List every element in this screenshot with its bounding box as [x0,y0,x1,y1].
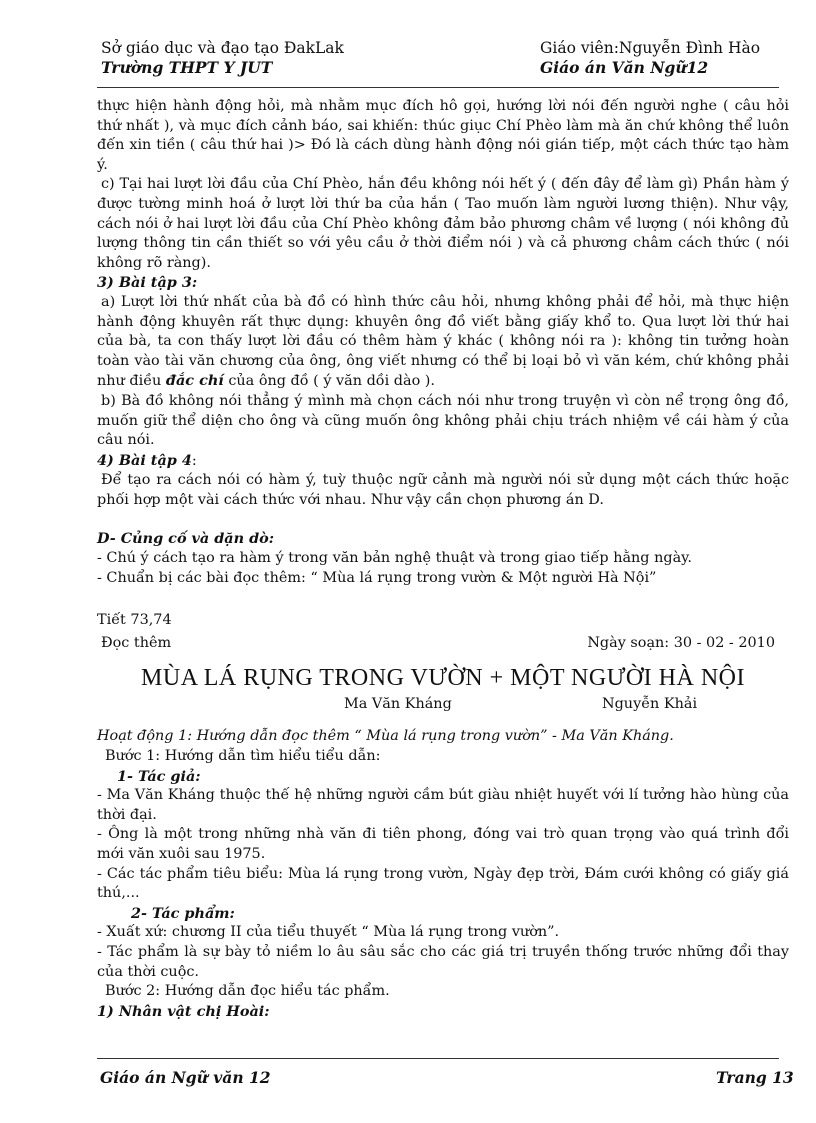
footer-divider [97,1058,779,1059]
exercise-heading-colon: : [191,452,197,469]
paragraph-text: a) Lượt lời thứ nhất của bà đồ có hình thức câu hỏi, nhưng không phải để hỏi, mà thực hiện hành động khuyên rất thực dụng: khuyên ông đồ viết bằng giấy khổ to. Qua lượt lời thứ hai của bà, ta con thấy lượt lời đầu có thêm hàm ý khác ( không nói ra ): không tin tưởng hoàn toàn vào tài văn chương của ông, ông viết nhưng có thể bị loại bỏ vì văn kém, chứ không phải như điều [97,293,789,390]
header-divider [97,87,779,88]
page-number: Trang 13 [716,1068,794,1087]
paragraph [97,293,789,392]
list-item: - Xuất xứ: chương II của tiểu thuyết “ Mùa lá rụng trong vườn”. [97,924,560,941]
exercise-heading: 3) Bài tập 3: [97,274,198,292]
paragraph: c) Tại hai lượt lời đầu của Chí Phèo, hắn đều không nói hết ý ( đến đây để làm gì) Phần hàm ý được tường minh hoá ở lượt lời thứ ba của hắn ( Tao muốn làm người lương thiện). Như vậy, cách nói ở hai lượt lời đầu của Chí Phèo không đảm bảo phương châm về lượng ( nói không đủ lượng thông tin cần thiết so với yêu cầu ở thời điểm nói ) và cả phương châm cách thức ( nói không rõ ràng). [97,176,789,271]
subsection-heading: 1) Nhân vật chị Hoài: [97,1002,270,1020]
step-heading: Bước 1: Hướng dẫn tìm hiểu tiểu dẫn: [105,748,381,765]
teacher-name: Giáo viên:Nguyễn Đình Hào [540,39,761,57]
lesson-title: MÙA LÁ RỤNG TRONG VƯỜN + MỘT NGƯỜI HÀ NỘI [141,665,745,692]
paragraph-text: của ông đồ ( ý văn dồi dào ). [228,373,435,390]
authors-row [97,695,789,717]
list-item: - Ma Văn Kháng thuộc thế hệ những người cầm bút giàu nhiệt huyết với lí tưởng hào hùng của thời đại. [97,787,789,823]
lesson-meta-row [97,634,789,654]
department-name: Sở giáo dục và đạo tạo ĐakLak [101,39,344,57]
paragraph: b) Bà đồ không nói thẳng ý mình mà chọn cách nói như trong truyện vì còn nể trọng ông đồ, muốn giữ thể diện cho ông và cũng muốn ông không phải chịu trách nhiệm về cái hàm ý của câu nói. [97,392,789,449]
spacer [97,510,789,529]
spacer [97,717,789,727]
step-heading: Bước 2: Hướng dẫn đọc hiểu tác phẩm. [105,983,390,1000]
prepared-date: Ngày soạn: 30 - 02 - 2010 [587,634,775,651]
school-name: Trường THPT Y JUT [101,58,273,77]
exercise-heading [97,451,789,472]
author-name: Nguyễn Khải [602,696,698,713]
header-right [540,38,760,78]
spacer [97,588,789,607]
subsection-heading: 2- Tác phẩm: [131,904,235,922]
section-heading: D- Củng cố và dặn dò: [97,530,275,548]
emphasis-text: đắc chí [165,372,224,390]
period-label: Tiết 73,74 [97,612,172,629]
subsection-heading: 1- Tác giả: [117,767,201,785]
exercise-heading-text: 4) Bài tập 4 [97,451,192,469]
footer-left: Giáo án Ngữ văn 12 [100,1068,271,1087]
list-item: - Chú ý cách tạo ra hàm ý trong văn bản nghệ thuật và trong giao tiếp hằng ngày. [97,550,692,567]
list-item: - Ông là một trong những nhà văn đi tiên phong, đóng vai trò quan trọng vào quá trình đổi mới văn xuôi sau 1975. [97,826,789,862]
list-item: - Chuẩn bị các bài đọc thêm: “ Mùa lá rụng trong vườn & Một người Hà Nội” [97,569,657,586]
author-name: Ma Văn Kháng [344,696,452,713]
lesson-plan-label: Giáo án Văn Ngữ12 [540,58,709,77]
paragraph: thực hiện hành động hỏi, mà nhằm mục đích hô gọi, hướng lời nói đến người nghe ( câu hỏi thứ nhất ), và mục đích cảnh báo, sai khiến: thúc giục Chí Phèo làm mà ăn chứ không thể luôn đến xin tiền ( câu thứ hai )> Đó là cách dùng hành động nói gián tiếp, một cách thức tạo hàm ý. [97,98,789,173]
header-left [101,38,344,78]
document-body [97,97,789,1021]
list-item: - Các tác phẩm tiêu biểu: Mùa lá rụng trong vườn, Ngày đẹp trời, Đám cưới không có giấy giá thú,... [97,865,789,902]
paragraph: Để tạo ra cách nói có hàm ý, tuỳ thuộc ngữ cảnh mà người nói sử dụng một cách thức hoặc phối hợp một vài cách thức với nhau. Như vậy cần chọn phương án D. [97,472,789,508]
activity-heading: Hoạt động 1: Hướng dẫn đọc thêm “ Mùa lá rụng trong vườn” - Ma Văn Kháng. [97,728,674,745]
reading-label: Đọc thêm [101,634,172,651]
list-item: - Tác phẩm là sự bày tỏ niềm lo âu sâu sắc cho các giá trị truyền thống trước những đổi thay của thời cuộc. [97,943,789,980]
